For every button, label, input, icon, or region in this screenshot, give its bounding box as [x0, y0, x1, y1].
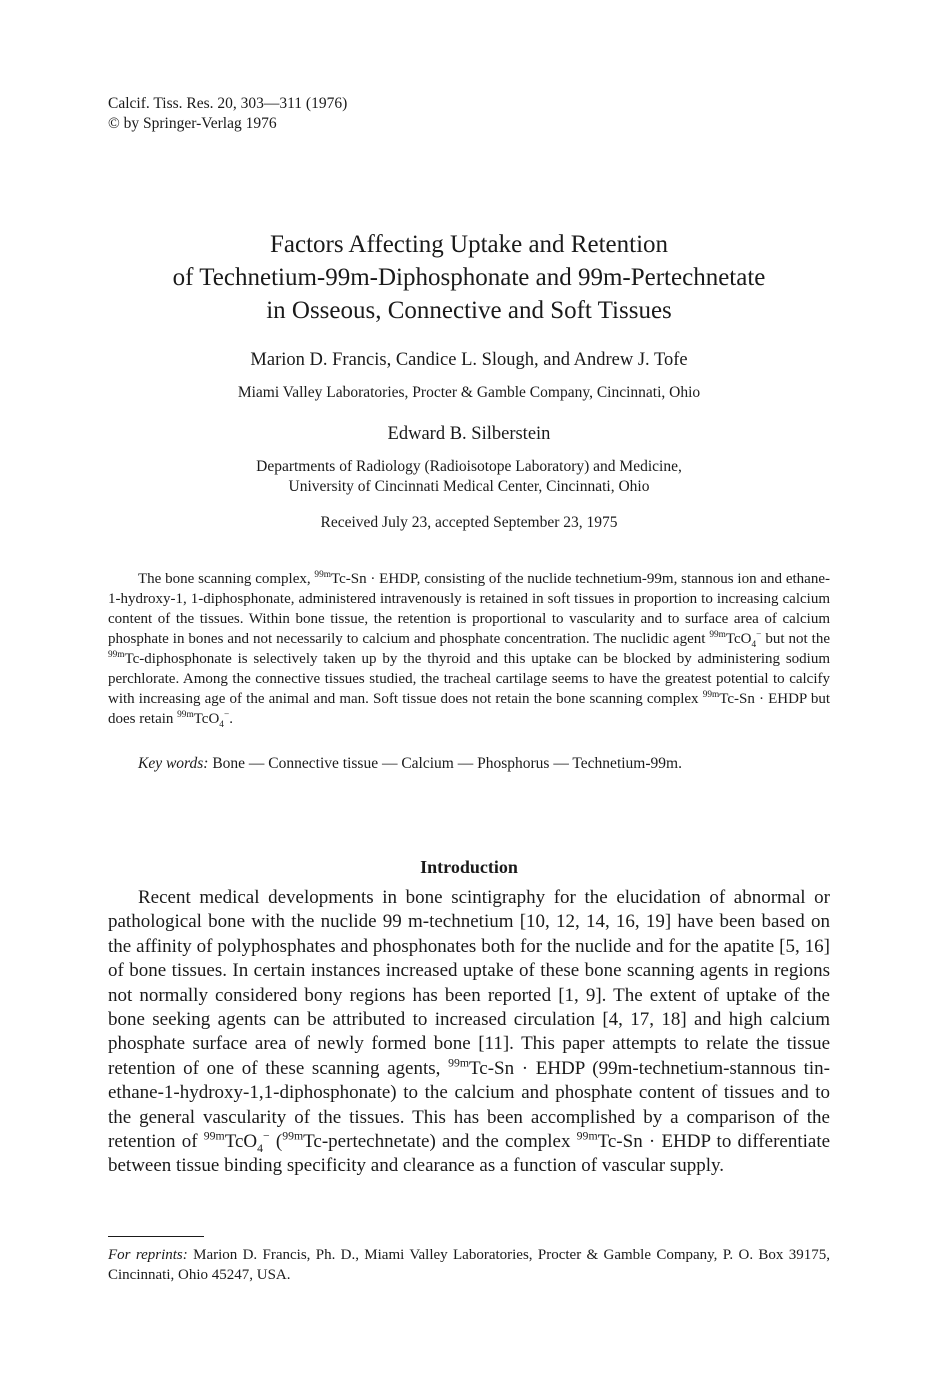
superscript: 99m	[314, 570, 331, 580]
abstract-text: TcO	[725, 631, 752, 647]
title-line-2: of Technetium-99m-Diphosphonate and 99m-Pertechnetate	[172, 264, 766, 291]
journal-copyright: © by Springer-Verlag 1976	[108, 115, 277, 132]
abstract-text: TcO	[193, 711, 220, 727]
affiliation-2	[0, 457, 938, 497]
superscript: 99m	[702, 690, 720, 700]
body-text: Tc-Sn · EHDP (99m-technetium-stannous tin-ethane-1-hydroxy-1,1-diphosphonate) to the calcium and phosphate content of tissues and to the general vascularity of the tissues. This has been accomplished by a comparison of the retention of	[108, 1057, 831, 1153]
abstract-text: Tc-Sn · EHDP, consisting of the nuclide technetium-99m, stannous ion and ethane-1-hydroxy-1, 1-diphosphonate, administered intravenously is retained in soft tissues in proportion to increasing calcium content of the tissues. Within bone tissue, the retention is proportional to vascularity and to surface area of calcium phosphate in bones and not necessarily to calcium and phosphate concentration. The nuclidic agent	[108, 571, 830, 647]
affiliation-2-line-1: Departments of Radiology (Radioisotope Laboratory) and Medicine,	[256, 458, 682, 475]
body-text: TcO	[224, 1131, 258, 1153]
title-line-1: Factors Affecting Uptake and Retention	[269, 231, 669, 258]
footnote-divider	[108, 1236, 204, 1237]
footnote-label: For reprints:	[108, 1247, 188, 1263]
title-line-3: in Osseous, Connective and Soft Tissues	[266, 297, 672, 324]
superscript: 99m	[203, 1129, 225, 1143]
superscript: 99m	[177, 710, 194, 720]
abstract-text: Tc-diphosphonate is selectively taken up by the thyroid and this uptake can be blocked by administering sodium perchlorate. Among the connective tissues studied, the tracheal cartilage seems to have the greatest potential to calcify with increasing age of the animal and man. Soft tissue does not retain the bone scanning complex	[108, 651, 830, 707]
superscript: 99m	[709, 630, 726, 640]
received-dates: Received July 23, accepted September 23, 1975	[320, 514, 618, 531]
article-title	[0, 228, 938, 327]
superscript: 99m	[448, 1056, 469, 1070]
keywords-label: Key words:	[138, 755, 209, 772]
superscript: −	[263, 1129, 270, 1143]
author-list-2: Edward B. Silberstein	[387, 424, 551, 444]
body-text: Tc-pertechnetate) and the complex	[303, 1131, 577, 1153]
body-text: Recent medical developments in bone scintigraphy for the elucidation of abnormal or pathological bone with the nuclide 99 m-technetium [10, 12, 14, 16, 19] have been based on the affinity of polyphosphates and phosphonates both for the nuclide and for the apatite [5, 16] of bone tissues. In certain instances increased uptake of these bone scanning agents in regions not normally considered bony regions has been reported [1, 9]. The extent of uptake of the bone seeking agents can be attributed to increased circulation [4, 17, 18] and high calcium phosphate surface area of newly formed bone [11]. This paper attempts to relate the tissue retention of one of these scanning agents,	[108, 887, 830, 1079]
superscript: 99m	[108, 650, 125, 660]
introduction-paragraph	[108, 886, 830, 1179]
body-text: Tc-Sn · EHDP to differentiate between tissue binding specificity and clearance as a function of vascular supply.	[108, 1131, 831, 1177]
section-heading: Introduction	[420, 857, 518, 877]
affiliation-1: Miami Valley Laboratories, Procter & Gamble Company, Cincinnati, Ohio	[237, 384, 701, 401]
journal-header	[108, 94, 347, 134]
abstract-text: Tc-Sn · EHDP but does retain	[108, 691, 831, 727]
footnote	[108, 1245, 830, 1285]
superscript: −	[223, 710, 230, 720]
subscript: 4	[257, 1141, 264, 1155]
abstract-text: .	[229, 711, 233, 727]
affiliation-2-line-2: University of Cincinnati Medical Center, Cincinnati, Ohio	[288, 478, 650, 495]
keywords-text: Bone — Connective tissue — Calcium — Phosphorus — Technetium-99m.	[208, 755, 682, 772]
subscript: 4	[751, 640, 757, 650]
keywords	[138, 755, 682, 773]
superscript: 99m	[576, 1129, 598, 1143]
abstract-text: The bone scanning complex,	[138, 571, 315, 587]
abstract-text: but not the	[761, 631, 830, 647]
superscript: 99m	[282, 1129, 304, 1143]
subscript: 4	[219, 720, 224, 730]
body-text: (	[269, 1131, 283, 1153]
author-list-1: Marion D. Francis, Candice L. Slough, and Andrew J. Tofe	[250, 350, 688, 370]
superscript: −	[756, 630, 762, 640]
footnote-text: Marion D. Francis, Ph. D., Miami Valley Laboratories, Procter & Gamble Company, P. O. Box 39175, Cincinnati, Ohio 45247, USA.	[108, 1247, 830, 1283]
journal-citation: Calcif. Tiss. Res. 20, 303—311 (1976)	[108, 95, 348, 112]
abstract	[108, 569, 830, 729]
